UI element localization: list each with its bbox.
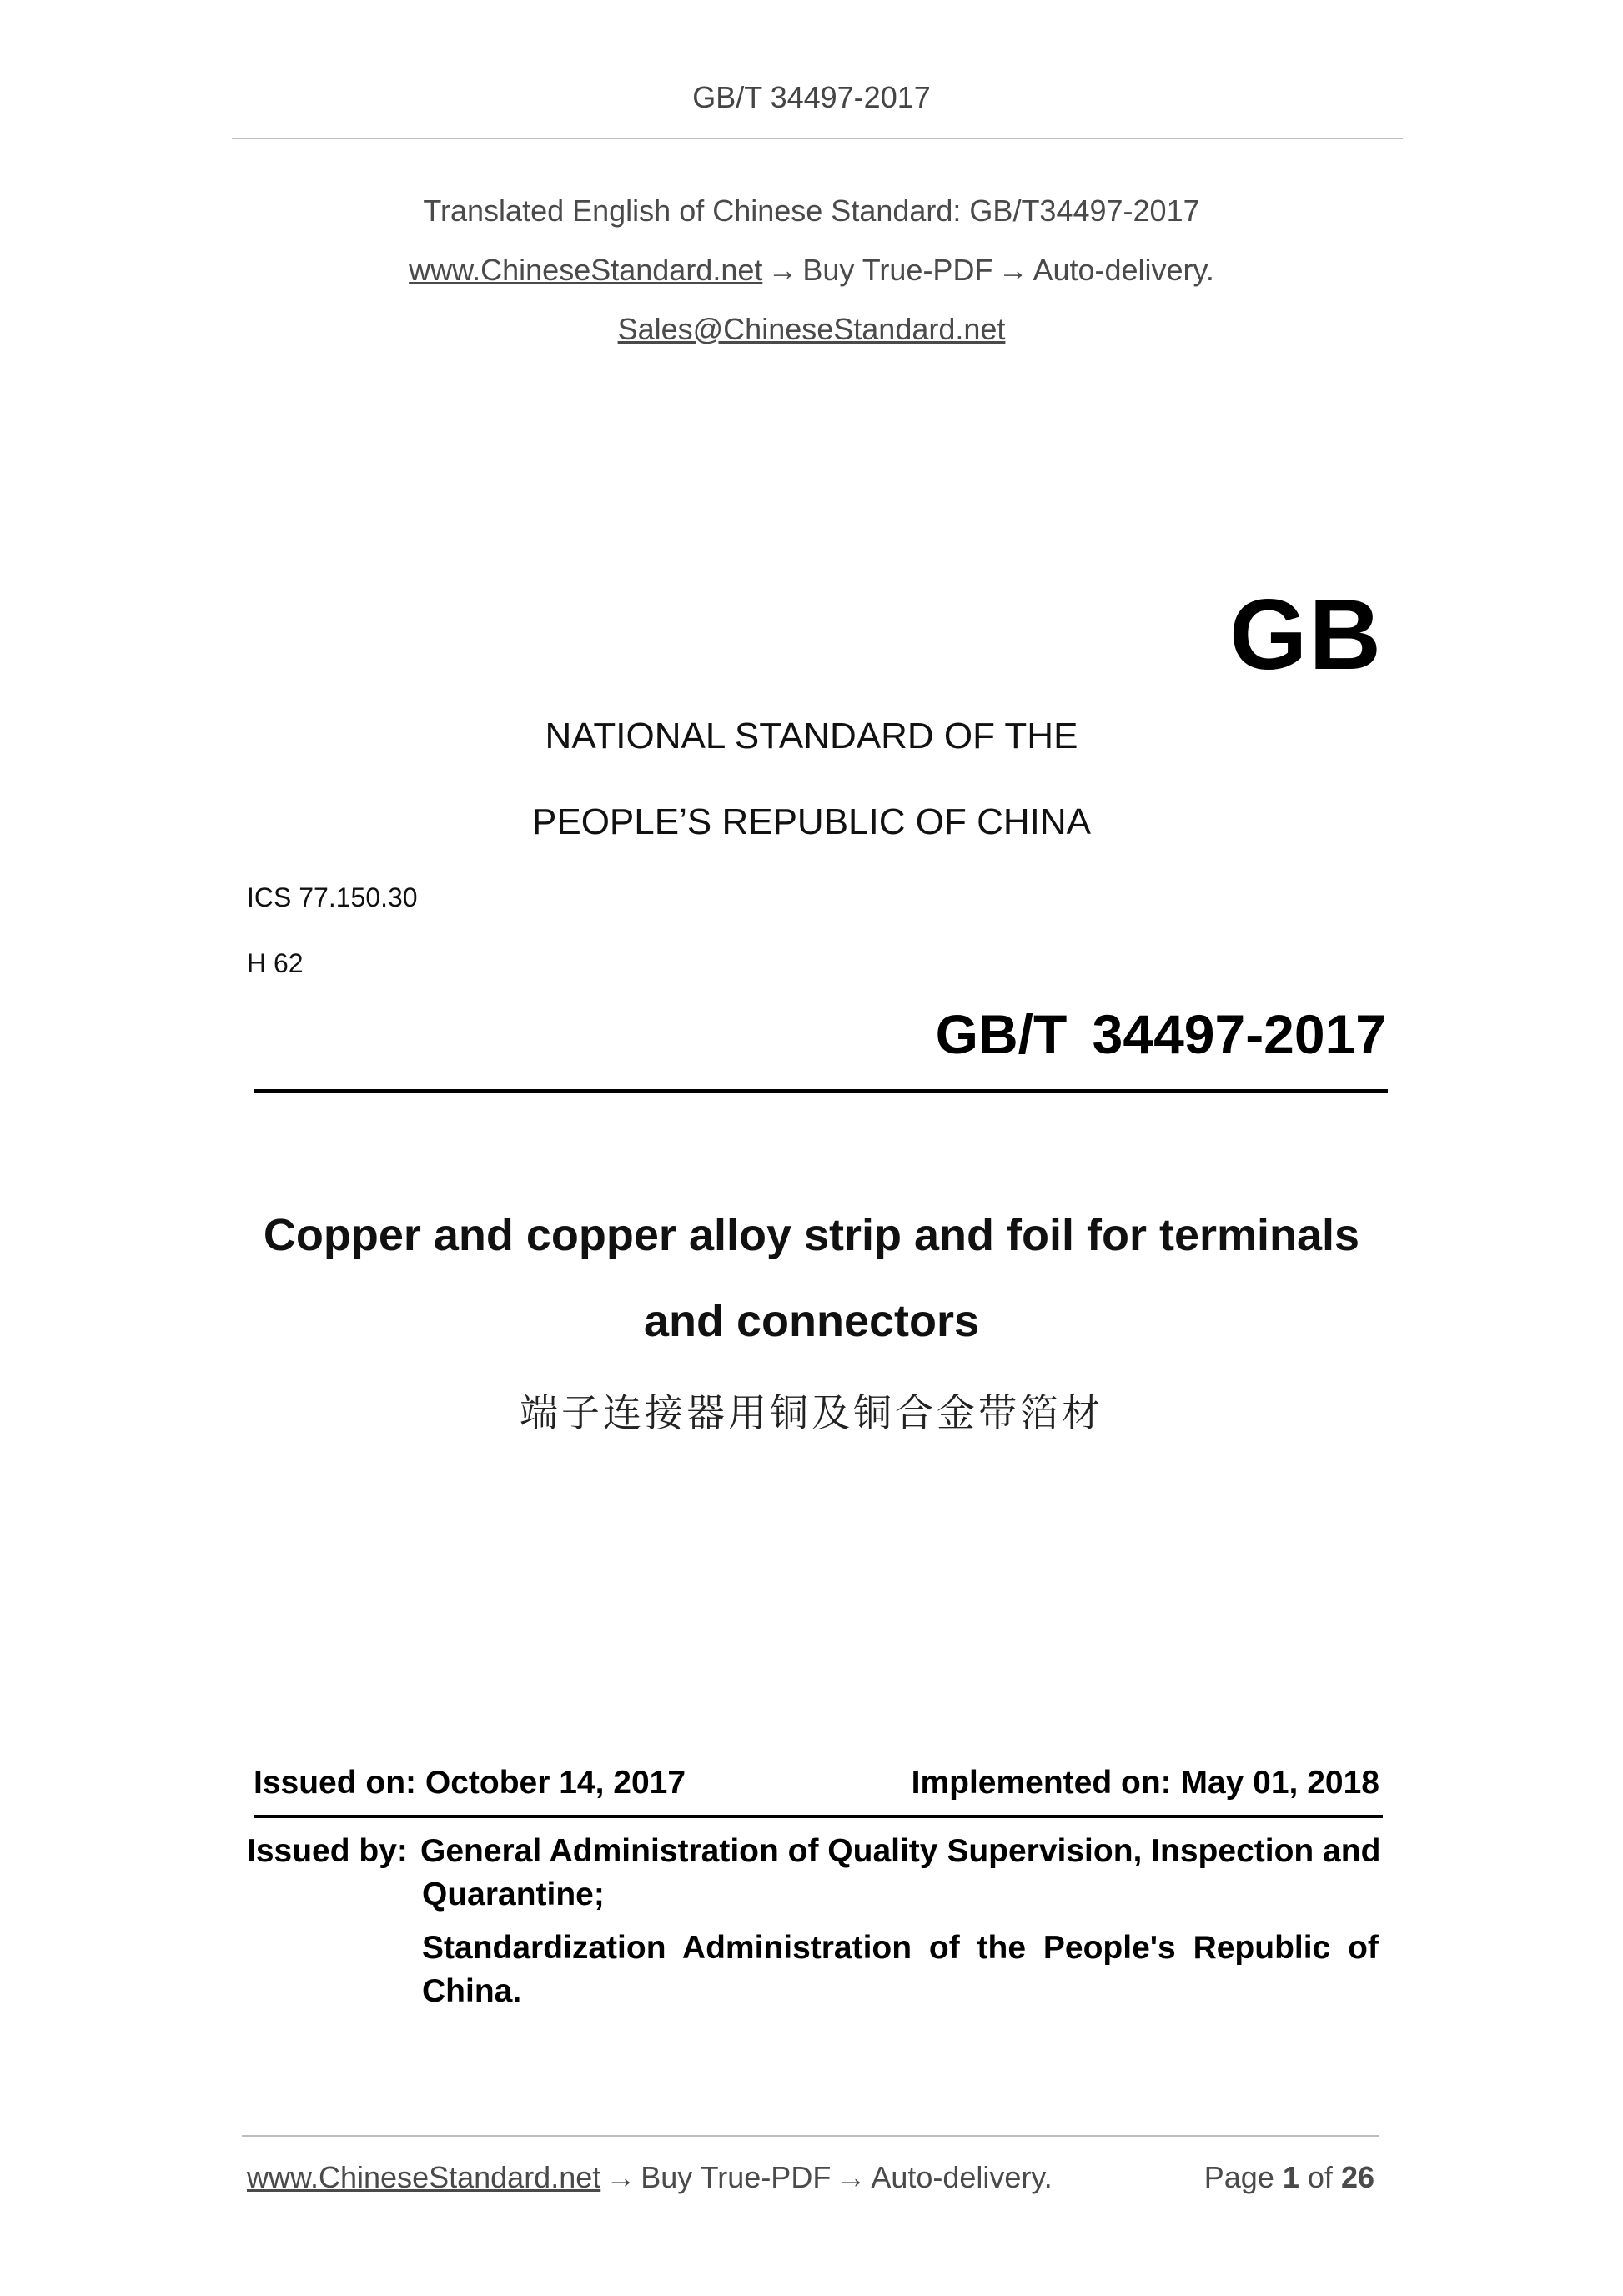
page-label: Page — [1203, 2160, 1274, 2194]
title-chinese: 端子连接器用铜及铜合金带箔材 — [520, 1391, 1103, 1434]
footer-divider — [242, 2135, 1379, 2137]
footer-links — [247, 2160, 1053, 2195]
buy-true-pdf-text: Buy True-PDF — [802, 253, 993, 287]
standard-number: GB/T 34497-2017 — [935, 1003, 1386, 1065]
header-divider — [232, 138, 1403, 139]
footer-buy-text: Buy True-PDF — [641, 2160, 832, 2194]
ics-code: ICS 77.150.30 — [247, 882, 418, 912]
promo-links — [0, 253, 1623, 288]
page-indicator — [1204, 2160, 1374, 2195]
title-line1: Copper and copper alloy strip and foil for terminals — [263, 1210, 1360, 1260]
arrow-right-icon: → — [605, 2160, 636, 2194]
sales-email-link[interactable]: Sales@ChineseStandard.net — [617, 312, 1006, 346]
gb-mark: GB — [1229, 579, 1383, 691]
issuer-1-line1: General Administration of Quality Supervision, Inspection and — [420, 1833, 1381, 1869]
national-standard-line2: PEOPLE’S REPUBLIC OF CHINA — [532, 801, 1091, 842]
promo-email-row — [0, 312, 1623, 347]
page-number: 1 — [1282, 2160, 1299, 2194]
dates-rule — [254, 1815, 1383, 1818]
arrow-right-icon: → — [767, 253, 798, 287]
issuer-1-line2: Quarantine; — [422, 1876, 605, 1912]
promo-title: Translated English of Chinese Standard: GB/T34497-2017 — [423, 193, 1200, 228]
issuer-2-line2: China. — [422, 1973, 522, 2009]
footer-delivery-text: Auto-delivery. — [871, 2160, 1053, 2194]
of-label: of — [1307, 2160, 1333, 2194]
footer-site-link[interactable]: www.ChineseStandard.net — [247, 2160, 601, 2194]
issued-by-label: Issued by: — [247, 1833, 408, 1869]
arrow-right-icon: → — [997, 253, 1028, 287]
arrow-right-icon: → — [836, 2160, 867, 2194]
issued-date: Issued on: October 14, 2017 — [254, 1765, 686, 1801]
title-line2: and connectors — [643, 1296, 980, 1346]
auto-delivery-text: Auto-delivery. — [1033, 253, 1214, 287]
national-standard-line1: NATIONAL STANDARD OF THE — [545, 716, 1078, 756]
classification-code: H 62 — [247, 948, 304, 978]
standard-number-rule — [254, 1089, 1388, 1093]
site-link[interactable]: www.ChineseStandard.net — [409, 253, 763, 287]
implemented-date: Implemented on: May 01, 2018 — [911, 1765, 1379, 1801]
running-header: GB/T 34497-2017 — [692, 80, 931, 114]
issuer-2-line1: Standardization Administration of the People's Republic of — [422, 1930, 1379, 1966]
page-total: 26 — [1340, 2160, 1374, 2194]
